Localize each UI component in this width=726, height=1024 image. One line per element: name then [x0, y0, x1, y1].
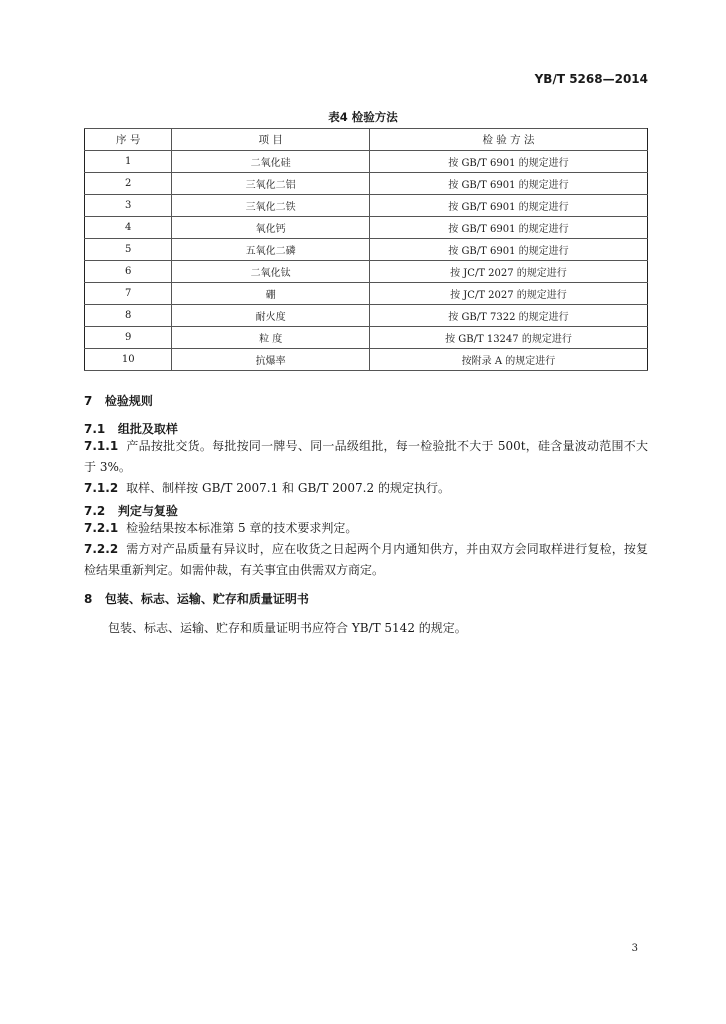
cell-no: 2 — [85, 173, 172, 195]
cell-item: 硼 — [172, 283, 370, 305]
cell-no: 3 — [85, 195, 172, 217]
cell-no: 1 — [85, 151, 172, 173]
clause-text: 产品按批交货。每批按同一牌号、同一品级组批，每一检验批不大于 500t，硅含量波动范围不大于 3%。 — [84, 439, 648, 474]
cell-item: 抗爆率 — [172, 349, 370, 371]
section-title: 检验规则 — [104, 394, 153, 408]
cell-method: 按附录 A 的规定进行 — [369, 349, 647, 371]
table-row — [85, 217, 648, 239]
cell-item: 耐火度 — [172, 305, 370, 327]
section-title: 包装、标志、运输、贮存和质量证明书 — [104, 592, 309, 606]
cell-item: 三氧化二铁 — [172, 195, 370, 217]
cell-method: 按 GB/T 6901 的规定进行 — [369, 195, 647, 217]
table-row — [85, 195, 648, 217]
clause-7-1-1 — [84, 436, 648, 478]
section-number: 8 — [84, 592, 93, 606]
section-number: 7 — [84, 394, 93, 408]
cell-method: 按 GB/T 13247 的规定进行 — [369, 327, 647, 349]
table-row — [85, 305, 648, 327]
section-title: 组批及取样 — [117, 422, 178, 436]
clause-7-1-2 — [84, 478, 648, 499]
table-row — [85, 349, 648, 371]
cell-no: 6 — [85, 261, 172, 283]
cell-item: 三氧化二铝 — [172, 173, 370, 195]
table-row — [85, 239, 648, 261]
table-row — [85, 327, 648, 349]
section-7-2-heading — [84, 502, 178, 519]
cell-method: 按 GB/T 6901 的规定进行 — [369, 173, 647, 195]
table-header-row — [85, 129, 648, 151]
cell-method: 按 JC/T 2027 的规定进行 — [369, 261, 647, 283]
section-7-heading — [84, 392, 153, 409]
header-method: 检 验 方 法 — [369, 129, 647, 151]
document-code: YB/T 5268—2014 — [534, 72, 648, 86]
clause-7-2-1 — [84, 518, 648, 539]
cell-no: 8 — [85, 305, 172, 327]
page-number: 3 — [631, 943, 638, 954]
cell-method: 按 GB/T 7322 的规定进行 — [369, 305, 647, 327]
table-row — [85, 283, 648, 305]
table-row — [85, 151, 648, 173]
cell-method: 按 GB/T 6901 的规定进行 — [369, 239, 647, 261]
cell-method: 按 GB/T 6901 的规定进行 — [369, 151, 647, 173]
cell-no: 4 — [85, 217, 172, 239]
table-title: 表4 检验方法 — [328, 110, 398, 124]
table-row — [85, 173, 648, 195]
cell-item: 氧化钙 — [172, 217, 370, 239]
clause-number: 7.2.2 — [84, 542, 119, 556]
section-7-1-heading — [84, 420, 178, 437]
cell-item: 五氧化二磷 — [172, 239, 370, 261]
cell-item: 粒 度 — [172, 327, 370, 349]
clause-number: 7.1.1 — [84, 439, 119, 453]
section-title: 判定与复验 — [117, 504, 178, 518]
clause-text: 检验结果按本标准第 5 章的技术要求判定。 — [126, 521, 358, 535]
cell-no: 10 — [85, 349, 172, 371]
inspection-methods-table — [84, 128, 648, 371]
cell-item: 二氧化硅 — [172, 151, 370, 173]
header-item: 项 目 — [172, 129, 370, 151]
clause-number: 7.2.1 — [84, 521, 119, 535]
section-8-heading — [84, 590, 309, 607]
section-8-body: 包装、标志、运输、贮存和质量证明书应符合 YB/T 5142 的规定。 — [108, 621, 467, 635]
cell-item: 二氧化钛 — [172, 261, 370, 283]
clause-7-2-2 — [84, 539, 648, 581]
cell-no: 5 — [85, 239, 172, 261]
section-number: 7.1 — [84, 422, 106, 436]
header-no: 序 号 — [85, 129, 172, 151]
table-row — [85, 261, 648, 283]
cell-no: 7 — [85, 283, 172, 305]
clause-text: 需方对产品质量有异议时，应在收货之日起两个月内通知供方，并由双方会同取样进行复检，按复检结果重新判定。如需仲裁，有关事宜由供需双方商定。 — [84, 542, 648, 577]
cell-no: 9 — [85, 327, 172, 349]
cell-method: 按 GB/T 6901 的规定进行 — [369, 217, 647, 239]
clause-text: 取样、制样按 GB/T 2007.1 和 GB/T 2007.2 的规定执行。 — [126, 481, 450, 495]
clause-number: 7.1.2 — [84, 481, 119, 495]
section-number: 7.2 — [84, 504, 106, 518]
cell-method: 按 JC/T 2027 的规定进行 — [369, 283, 647, 305]
